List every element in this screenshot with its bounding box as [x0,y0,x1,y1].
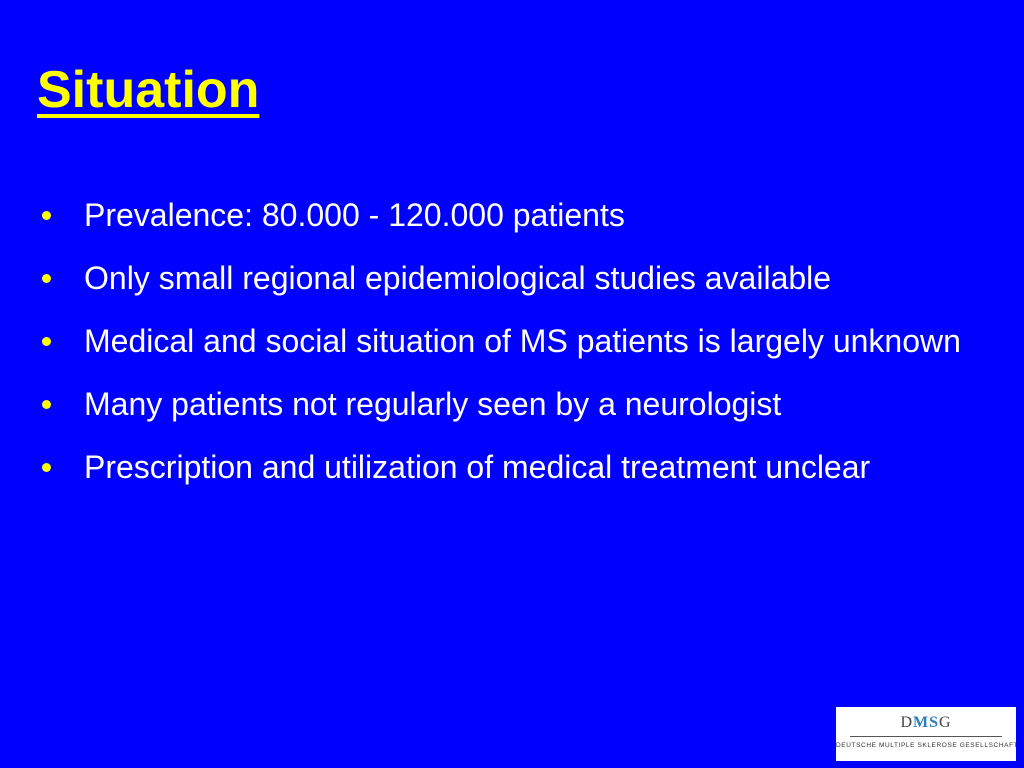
bullet-dot-icon [42,211,51,220]
bullet-item [40,316,1015,367]
bullet-text: Many patients not regularly seen by a neurologist [84,386,782,422]
logo-accent: MS [913,714,939,731]
logo-prefix: D [900,714,913,731]
bullet-dot-icon [42,463,51,472]
bullet-list [40,190,1015,505]
bullet-text: Prescription and utilization of medical treatment unclear [84,449,871,485]
bullet-item [40,442,1015,493]
bullet-text: Only small regional epidemiological studies available [84,260,832,296]
bullet-item [40,190,1015,241]
logo-caption: DEUTSCHE MULTIPLE SKLEROSE GESELLSCHAFT [836,742,1019,749]
bullet-text: Prevalence: 80.000 - 120.000 patients [84,197,625,233]
slide-title: Situation [37,61,260,119]
logo-divider [850,736,1002,737]
bullet-dot-icon [42,274,51,283]
bullet-item [40,253,1015,304]
bullet-dot-icon [42,337,51,346]
logo-letters [836,715,1016,731]
bullet-text: Medical and social situation of MS patients is largely unknown [84,323,961,359]
bullet-dot-icon [42,400,51,409]
bullet-item [40,379,1015,430]
dmsg-logo [836,707,1019,761]
logo-suffix: G [939,714,952,731]
